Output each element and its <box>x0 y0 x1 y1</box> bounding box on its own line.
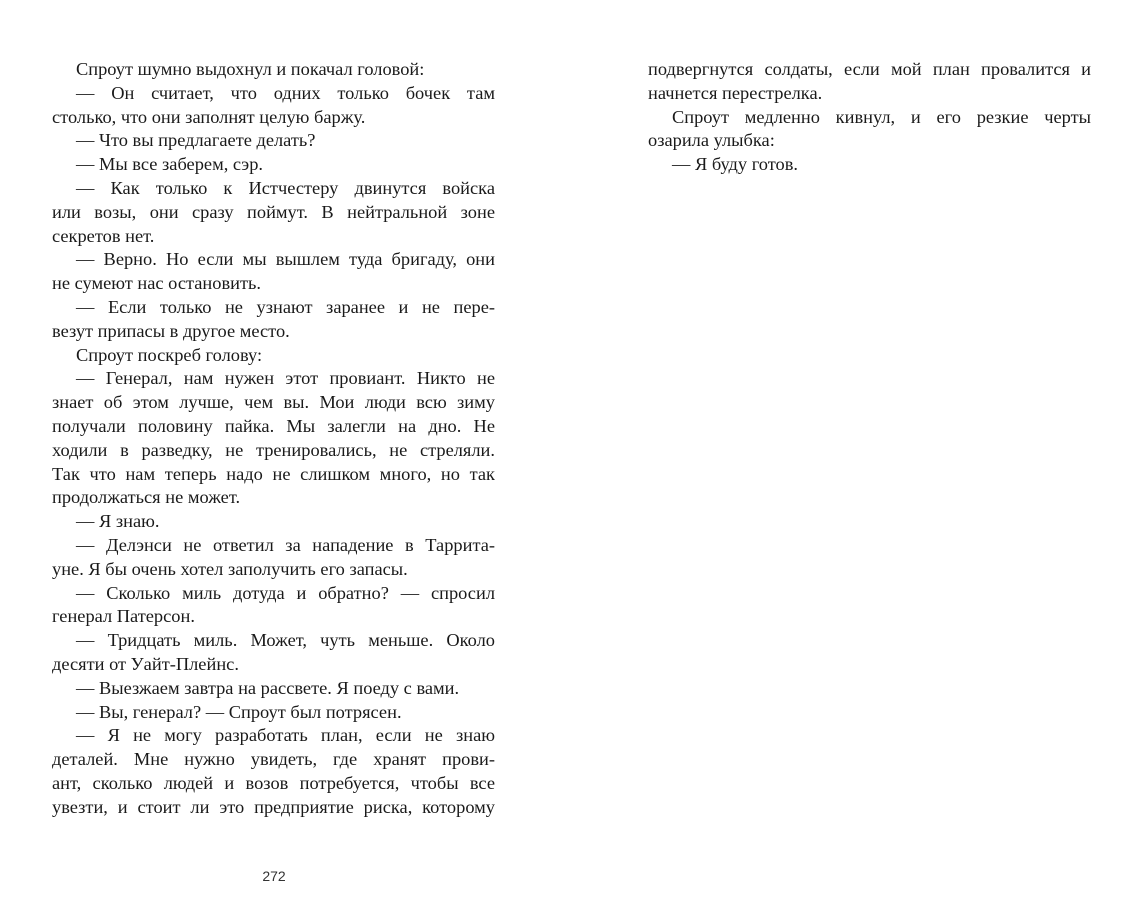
text-line: везут припасы в другое место. <box>52 320 290 341</box>
text-line: ант, сколько людей и возов потребуется, чтобы все <box>52 772 495 793</box>
text-line: ходили в разведку, не тренировались, не стреляли. <box>52 439 495 460</box>
text-line: — Мы все заберем, сэр. <box>76 154 263 175</box>
text-line: продолжаться не может. <box>52 487 241 508</box>
text-line: — Верно. Но если мы вышлем туда бригаду, они <box>76 249 495 270</box>
text-line: не сумеют нас остановить. <box>52 273 261 294</box>
text-line: десяти от Уайт-Плейнс. <box>52 653 239 674</box>
text-line: — Делэнси не ответил за нападение в Таррита- <box>76 534 495 555</box>
text-line: столько, что они заполнят целую баржу. <box>52 106 366 127</box>
text-line: — Если только не узнают заранее и не пере- <box>76 296 495 317</box>
text-line: — Генерал, нам нужен этот провиант. Никто не <box>76 368 495 389</box>
text-line: — Я буду готов. <box>672 154 799 175</box>
text-line: Спроут поскреб голову: <box>76 344 263 365</box>
text-line: подвергнутся солдаты, если мой план провалится и <box>648 59 1091 79</box>
text-line: — Он считает, что одних только бочек там <box>76 82 495 103</box>
text-line: секретов нет. <box>52 225 155 246</box>
page-number: 272 <box>262 868 286 884</box>
text-line: — Что вы предлагаете делать? <box>76 130 316 151</box>
text-line: — Выезжаем завтра на рассвете. Я поеду с вами. <box>76 677 460 698</box>
text-line: или возы, они сразу поймут. В нейтральной зоне <box>52 201 495 222</box>
text-line: уне. Я бы очень хотел заполучить его запасы. <box>52 558 408 579</box>
text-line: — Я знаю. <box>76 511 160 532</box>
text-line: озарила улыбка: <box>648 130 775 151</box>
text-line: получали половину пайка. Мы залегли на дно. Не <box>52 415 495 436</box>
text-line: начнется перестрелка. <box>648 82 823 103</box>
text-line: Так что нам теперь надо не слишком много, но так <box>52 463 495 484</box>
right-text-column <box>648 58 1091 177</box>
text-line: Спроут шумно выдохнул и покачал головой: <box>76 59 425 79</box>
text-line: — Вы, генерал? — Спроут был потрясен. <box>76 701 402 722</box>
text-line: генерал Патерсон. <box>52 606 195 627</box>
left-text-column <box>52 58 495 820</box>
text-line: — Сколько миль дотуда и обратно? — спросил <box>76 582 495 603</box>
text-line: деталей. Мне нужно увидеть, где хранят прови- <box>52 749 495 770</box>
text-line: увезти, и стоит ли это предприятие риска, которому <box>52 796 495 817</box>
text-line: — Я не могу разработать план, если не знаю <box>76 725 495 746</box>
text-line: Спроут медленно кивнул, и его резкие черты <box>672 106 1091 127</box>
text-line: — Тридцать миль. Может, чуть меньше. Около <box>76 630 495 651</box>
text-line: — Как только к Истчестеру двинутся войска <box>76 177 495 198</box>
text-line: знает об этом лучше, чем вы. Мои люди всю зиму <box>52 392 495 413</box>
